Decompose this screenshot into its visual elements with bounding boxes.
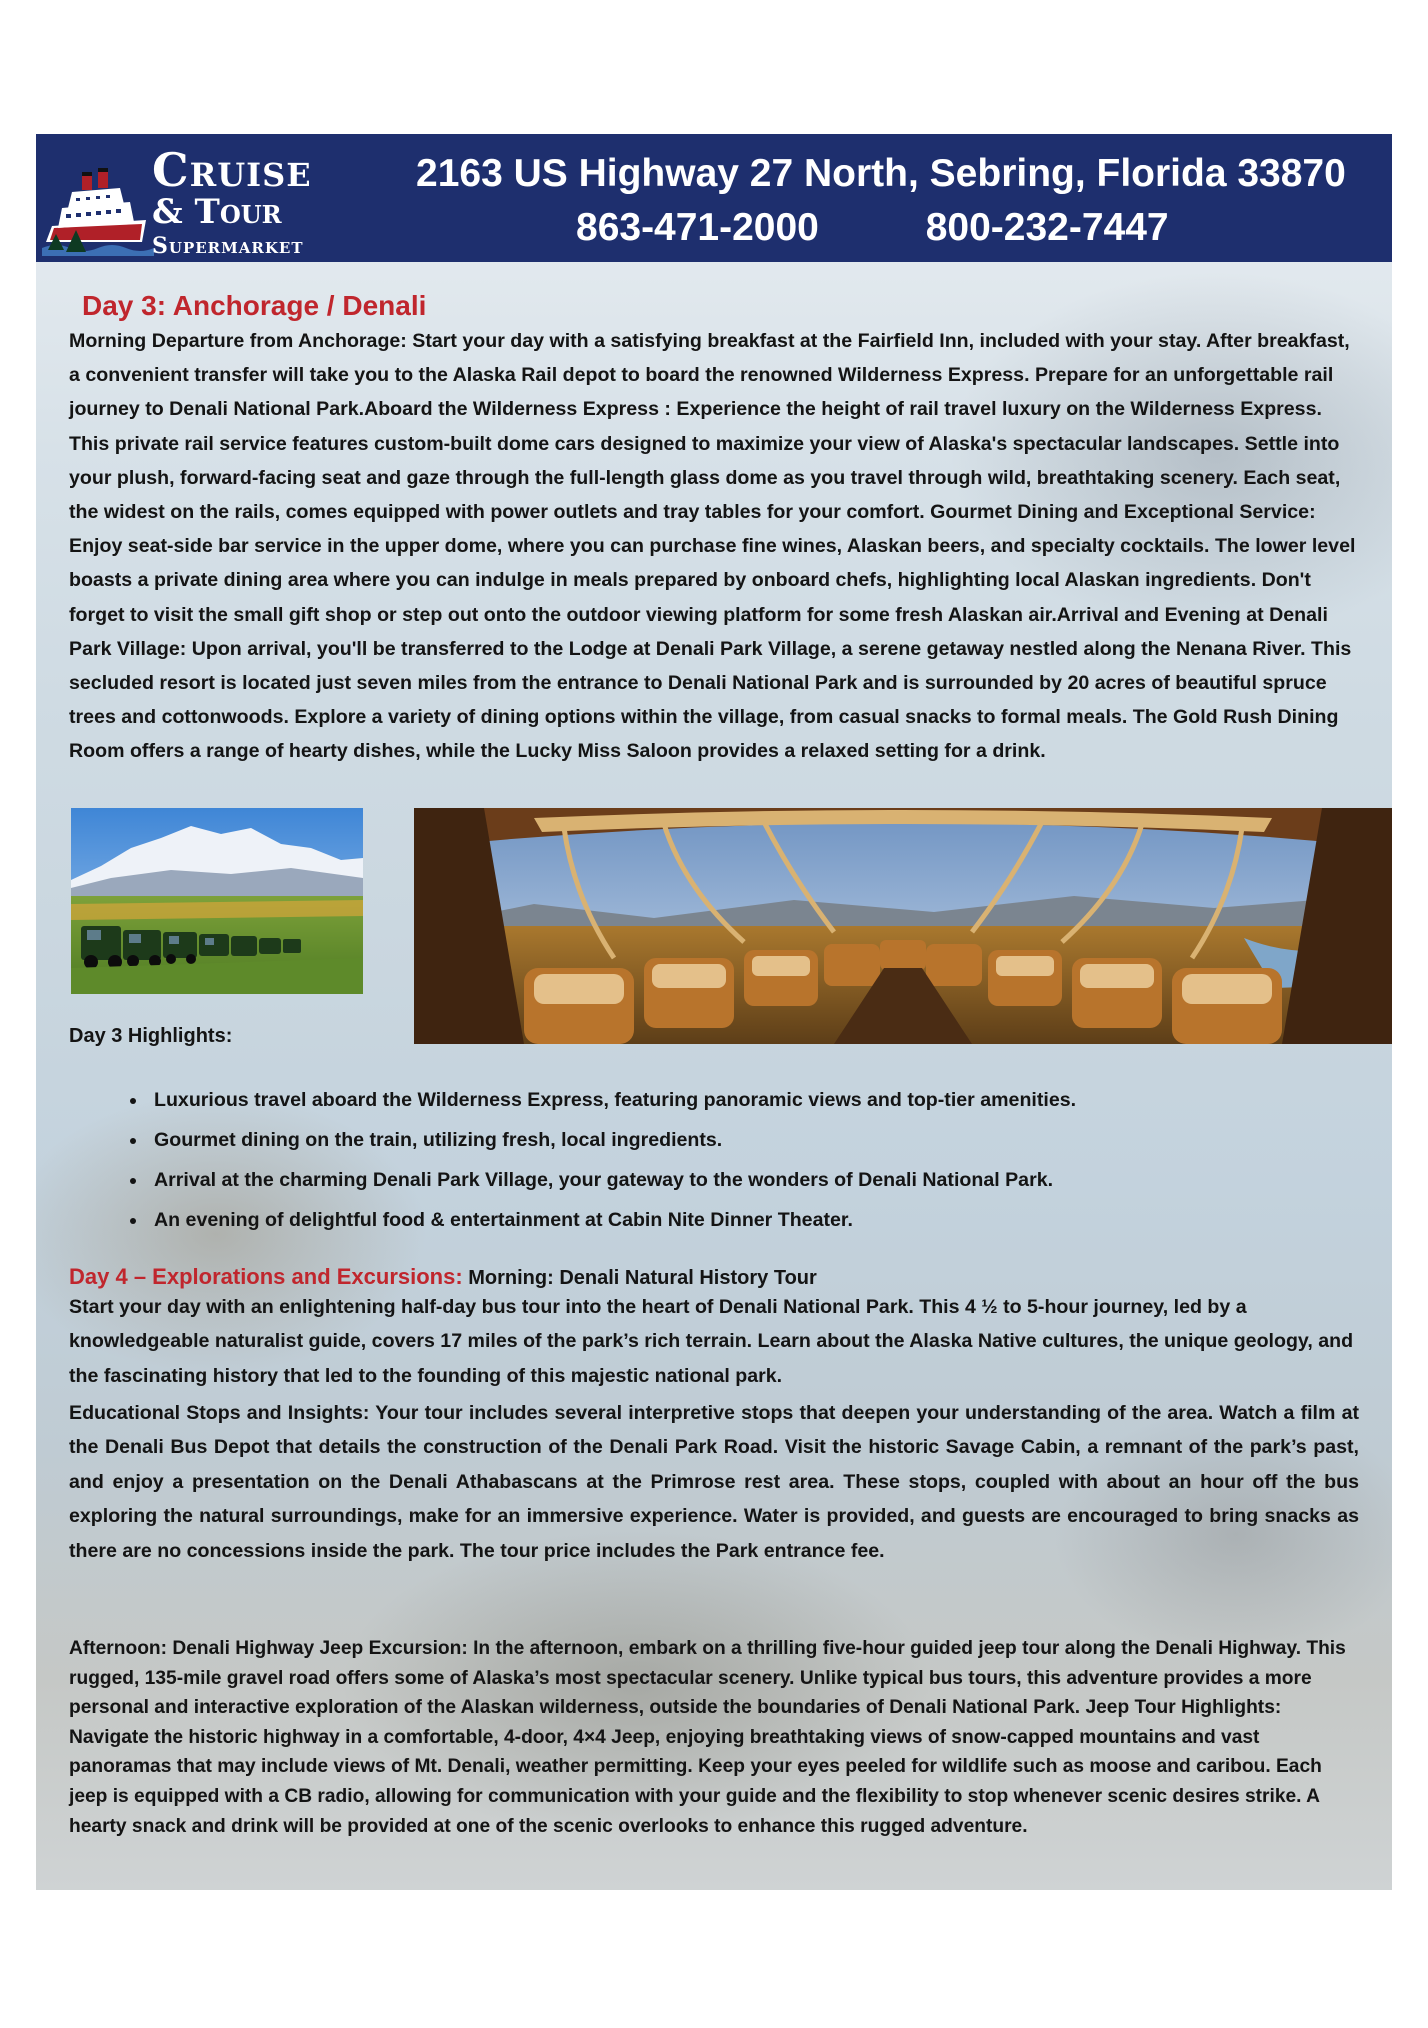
day3-highlights-list (104, 1080, 1348, 1240)
list-item: • Arrival at the charming Denali Park Village, your gateway to the wonders of Denali National Park. (148, 1160, 1348, 1200)
afternoon-text: Afternoon: Denali Highway Jeep Excursion: In the afternoon, embark on a thrilling five-hour guided jeep tour along the Denali Highway. This rugged, 135-mile gravel road offers some of Alaska’s most spectacular scenery. Unlike typical bus tours, this adventure provides a more personal and interactive exploration of the Alaskan wilderness, outside the boundaries of Denali National Park. Jeep Tour Highlights: Navigate the historic highway in a comfortable, 4-door, 4×4 Jeep, enjoying breathtaking views of snow-capped mountains and vast panoramas that may include views of Mt. Denali, weather permitting. Keep your eyes peeled for wildlife such as moose and caribou. Each jeep is equipped with a CB radio, allowing for communication with your guide and the flexibility to stop whenever scenic desires strike. A hearty snack and drink will be provided at one of the scenic overlooks to enhance this rugged adventure. (69, 1638, 1346, 1837)
company-logo (42, 142, 382, 258)
flyer-page (36, 134, 1392, 1890)
day4-subheading: Morning: Denali Natural History Tour (462, 1267, 817, 1289)
phone-numbers (576, 206, 1169, 250)
logo-supermarket-text: Supermarket (152, 233, 304, 259)
header-banner (36, 134, 1392, 262)
day4-description (69, 1290, 1359, 1393)
day3-description (69, 324, 1359, 769)
day3-highlights-label: Day 3 Highlights: (69, 1025, 233, 1047)
list-item: • Gourmet dining on the train, utilizing fresh, local ingredients. (148, 1120, 1348, 1160)
denali-jeeps-photo (71, 808, 363, 994)
cruise-ship-icon (42, 150, 154, 256)
educational-text: Educational Stops and Insights: Your tour includes several interpretive stops that deepen your understanding of the area. Watch a film at the Denali Bus Depot that details the construction of the Denali Park Road. Visit the historic Savage Cabin, a remnant of the park’s past, and enjoy a presentation on the Denali Athabascans at the Primrose rest area. These stops, coupled with about an hour off the bus exploring the natural surroundings, make for an immersive experience. Water is provided, and guests are encouraged to bring snacks as there are no concessions inside the park. The tour price includes the Park entrance fee. (69, 1402, 1359, 1562)
day3-heading: Day 3: Anchorage / Denali (82, 290, 427, 321)
phone-local[interactable]: 863-471-2000 (576, 206, 819, 249)
logo-cruise-text: Cruise (152, 143, 312, 197)
day4-afternoon-excursion (69, 1634, 1359, 1841)
company-address: 2163 US Highway 27 North, Sebring, Florida 33870 (416, 152, 1346, 195)
day4-heading: Day 4 – Explorations and Excursions: (69, 1264, 463, 1289)
list-item: • An evening of delightful food & entertainment at Cabin Nite Dinner Theater. (148, 1200, 1348, 1240)
phone-tollfree[interactable]: 800-232-7447 (925, 206, 1169, 249)
dome-car-interior-photo (414, 808, 1392, 1044)
list-item: • Luxurious travel aboard the Wilderness Express, featuring panoramic views and top-tier amenities. (148, 1080, 1348, 1120)
day4-educational-stops (69, 1396, 1359, 1568)
day3-body-text: Morning Departure from Anchorage: Start your day with a satisfying breakfast at the Fairfield Inn, included with your stay. After breakfast, a convenient transfer will take you to the Alaska Rail depot to board the renowned Wilderness Express. Prepare for an unforgettable rail journey to Denali National Park.Aboard the Wilderness Express : Experience the height of rail travel luxury on the Wilderness Express. This private rail service features custom-built dome cars designed to maximize your view of Alaska's spectacular landscapes. Settle into your plush, forward-facing seat and gaze through the full-length glass dome as you travel through wild, breathtaking scenery. Each seat, the widest on the rails, comes equipped with power outlets and tray tables for your comfort. Gourmet Dining and Exceptional Service: Enjoy seat-side bar service in the upper dome, where you can purchase fine wines, Alaskan beers, and specialty cocktails. The lower level boasts a private dining area where you can indulge in meals prepared by onboard chefs, highlighting local Alaskan ingredients. Don't forget to visit the small gift shop or step out onto the outdoor viewing platform for some fresh Alaskan air.Arrival and Evening at Denali Park Village: Upon arrival, you'll be transferred to the Lodge at Denali Park Village, a serene getaway nestled along the Nenana River. This secluded resort is located just seven miles from the entrance to Denali National Park and is surrounded by 20 acres of beautiful spruce trees and cottonwoods. Explore a variety of dining options within the village, from casual snacks to formal meals. The Gold Rush Dining Room offers a range of hearty dishes, while the Lucky Miss Saloon provides a relaxed setting for a drink. (69, 330, 1356, 763)
day4-body-text: Start your day with an enlightening half-day bus tour into the heart of Denali National Park. This 4 ½ to 5-hour journey, led by a knowledgeable naturalist guide, covers 17 miles of the park’s rich terrain. Learn about the Alaska Native cultures, the unique geology, and the fascinating history that led to the founding of this majestic national park. (69, 1296, 1354, 1387)
logo-tour-text: & Tour (152, 192, 282, 232)
